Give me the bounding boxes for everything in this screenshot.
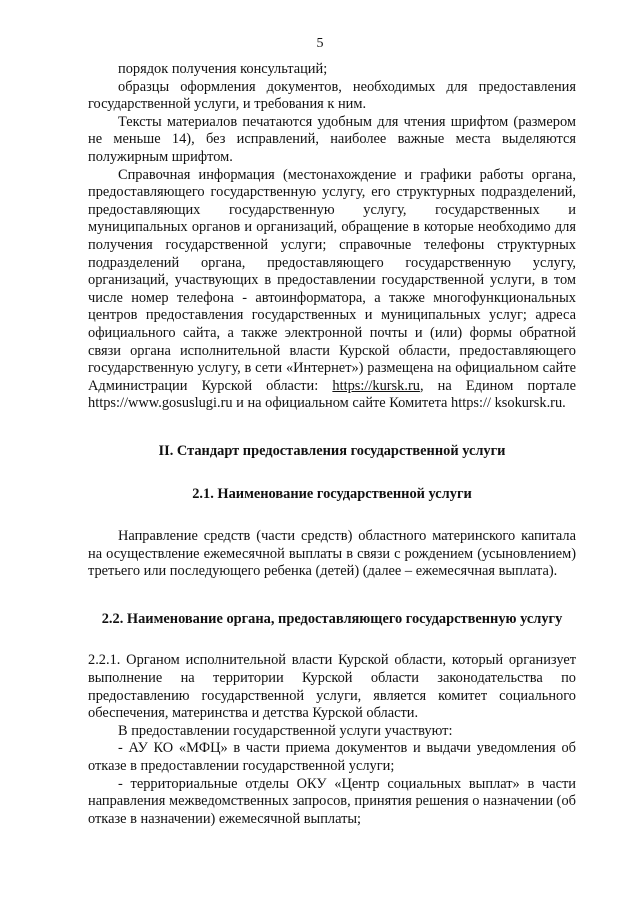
section-2-title: II. Стандарт предоставления государственной услуги xyxy=(158,442,506,459)
service-name-paragraph: Направление средств (части средств) областного материнского капитала на осуществление ежемесячной выплаты в связи с рождением (усыновлением) третьего или последующего ребенка (детей) (далее – ежемесячная выплата). xyxy=(88,528,576,580)
page-number: 5 xyxy=(316,36,324,51)
kursk-site-link[interactable]: https://kursk.ru xyxy=(332,377,420,394)
subsection-2-2-title: 2.2. Наименование органа, предоставляющего государственную услугу xyxy=(101,610,563,627)
paragraph-document-samples: образцы оформления документов, необходимых для предоставления государственной услуги, и требования к ним. xyxy=(88,78,576,113)
paragraph-mfc: - АУ КО «МФЦ» в части приема документов и выдачи уведомления об отказе в предоставлении государственной услуги; xyxy=(88,740,576,774)
document-body xyxy=(88,61,576,828)
reference-info-text: Справочная информация (местонахождение и графики работы органа, предоставляющего государственную услугу, его структурных подразделений, предоставляющих государственную услугу, государственных и муниципальных органов и организаций, обращение в которые необходимо для получения государственной услуги; справочные телефоны структурных подразделений органа, предоставляющего государственную услугу, организаций, участвующих в предоставлении государственной услуги, в том числе номер телефона - автоинформатора, а также многофункциональных центров предоставления государственных и муниципальных услуг; адреса официального сайта, а также электронной почты и (или) формы обратной связи органа исполнительной власти Курской области, предоставляющего государственную услугу, в сети «Интернет») размещена на официальном сайте Администрации Курской области: xyxy=(88,166,576,394)
paragraph-territorial-offices: - территориальные отделы ОКУ «Центр социальных выплат» в части направления межведомственных запросов, принятия решения о назначении (об отказе в назначении) ежемесячной выплаты; xyxy=(88,775,576,827)
paragraph-reference-info xyxy=(88,167,576,413)
paragraph-consultations: порядок получения консультаций; xyxy=(118,61,328,77)
reference-info-tail: , на Едином портале https://www.gosuslugi.ru и на официальном сайте Комитета https:// ksokursk.ru. xyxy=(88,377,576,412)
paragraph-2-2-1: 2.2.1. Органом исполнительной власти Курской области, который организует выполнение на территории Курской области законодательства по предоставлению государственной услуги, является комитет социального обеспечения, материнства и детства Курской области. xyxy=(88,652,576,722)
subsection-2-1-title: 2.1. Наименование государственной услуги xyxy=(192,486,472,503)
paragraph-text-materials: Тексты материалов печатаются удобным для чтения шрифтом (размером не меньше 14), без исправлений, наиболее важные места выделяются полужирным шрифтом. xyxy=(88,113,576,165)
paragraph-participants: В предоставлении государственной услуги участвуют: xyxy=(118,722,453,739)
